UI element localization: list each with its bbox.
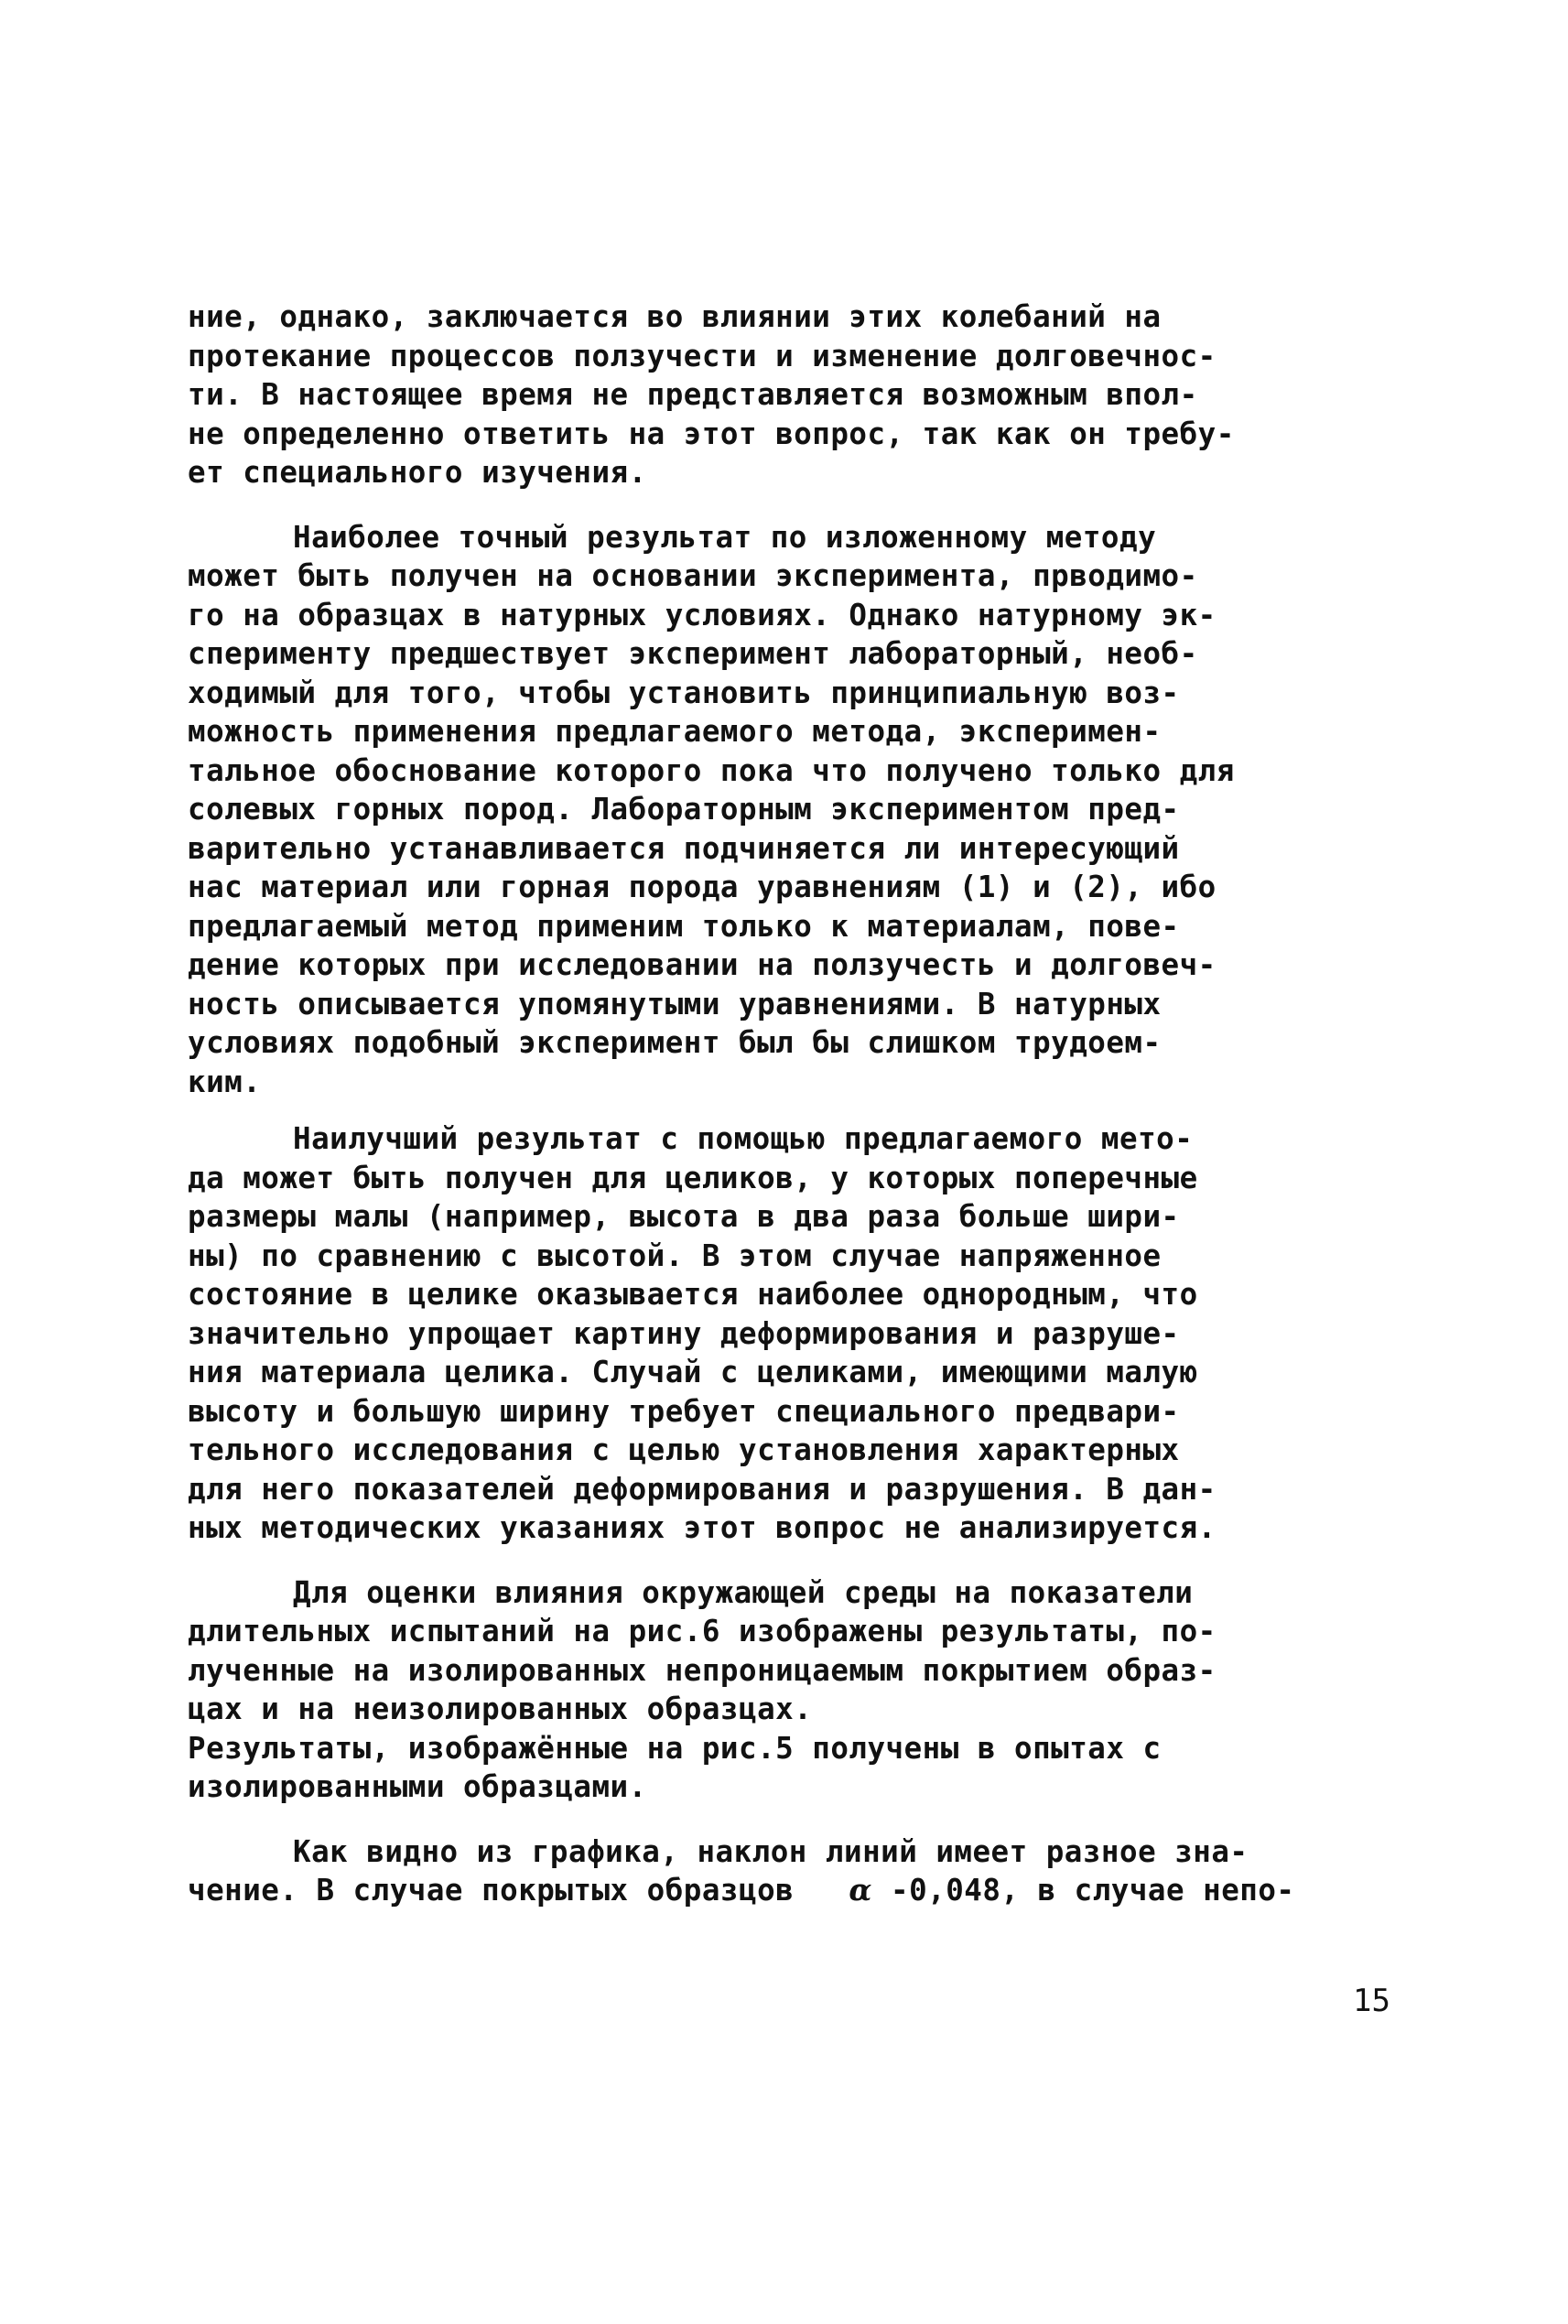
text-line: Как видно из графика, наклон линий имеет разное зна- xyxy=(293,1833,1249,1869)
paragraph-1 xyxy=(188,297,1410,492)
text-line: может быть получен на основании эксперимента, прводимо- xyxy=(188,558,1198,593)
text-line: состояние в целике оказывается наиболее однородным, что xyxy=(188,1277,1198,1312)
text-line: ким. xyxy=(188,1064,262,1099)
text-line: для него показателей деформирования и разрушения. В дан- xyxy=(188,1471,1217,1507)
text-line: ние, однако, заключается во влиянии этих колебаний на xyxy=(188,299,1162,334)
text-line: Для оценки влияния окружающей среды на показатели xyxy=(293,1574,1194,1610)
alpha-symbol: α xyxy=(849,1872,872,1908)
text-line: ходимый для того, чтобы установить принципиальную воз- xyxy=(188,675,1180,710)
text-line: предлагаемый метод применим только к материалам, пове- xyxy=(188,908,1180,944)
body-text xyxy=(188,297,1410,1910)
paragraph-3 xyxy=(188,1119,1410,1548)
text-line: Результаты, изображённые на рис.5 получены в опытах с xyxy=(188,1730,1162,1766)
text-line: варительно устанавливается подчиняется ли интересующий xyxy=(188,830,1180,866)
text-fragment: -0,048, в случае непо- xyxy=(891,1873,1295,1908)
text-line: да может быть получен для целиков, у которых поперечные xyxy=(188,1160,1198,1195)
page-number: 15 xyxy=(1353,1983,1390,2019)
text-line: ны) по сравнению с высотой. В этом случае напряженное xyxy=(188,1238,1162,1273)
text-fragment: чение. В случае покрытых образцов xyxy=(188,1873,795,1908)
paragraph-2 xyxy=(188,518,1410,1102)
text-line: цах и на неизолированных образцах. xyxy=(188,1692,813,1726)
text-line: го на образцах в натурных условиях. Однако натурному эк- xyxy=(188,597,1217,632)
text-line: значительно упрощает картину деформирования и разруше- xyxy=(188,1315,1180,1351)
text-line: дение которых при исследовании на ползучесть и долговеч- xyxy=(188,947,1217,982)
text-line-with-formula xyxy=(188,1871,1410,1910)
text-line: тальное обоснование которого пока что получено только для xyxy=(188,752,1235,788)
text-line: ных методических указаниях этот вопрос не анализируется. xyxy=(188,1510,1217,1545)
text-line: Наиболее точный результат по изложенному методу xyxy=(293,519,1157,555)
text-line: ет специального изучения. xyxy=(188,455,647,490)
text-line: протекание процессов ползучести и изменение долговечнос- xyxy=(188,338,1217,373)
text-line: можность применения предлагаемого метода, эксперимен- xyxy=(188,714,1162,749)
text-line: размеры малы (например, высота в два раза больше шири- xyxy=(188,1199,1180,1234)
text-line: тельного исследования с целью установления характерных xyxy=(188,1432,1180,1467)
text-line: условиях подобный эксперимент был бы слишком трудоем- xyxy=(188,1025,1162,1060)
text-line: нас материал или горная порода уравнениям (1) и (2), ибо xyxy=(188,870,1217,904)
text-line: изолированными образцами. xyxy=(188,1769,647,1804)
text-line: Наилучший результат с помощью предлагаемого мето- xyxy=(293,1121,1194,1156)
text-line: не определенно ответить на этот вопрос, так как он требу- xyxy=(188,416,1235,451)
text-line: длительных испытаний на рис.6 изображены результаты, по- xyxy=(188,1614,1217,1648)
paragraph-5 xyxy=(188,1832,1410,1910)
paragraph-4 xyxy=(188,1573,1410,1807)
text-line: высоту и большую ширину требует специального предвари- xyxy=(188,1393,1180,1429)
text-line: ния материала целика. Случай с целиками, имеющими малую xyxy=(188,1355,1198,1389)
text-line: сперименту предшествует эксперимент лабораторный, необ- xyxy=(188,636,1198,671)
text-line: ти. В настоящее время не представляется возможным впол- xyxy=(188,377,1198,412)
text-line: лученные на изолированных непроницаемым покрытием образ- xyxy=(188,1652,1217,1688)
text-line: солевых горных пород. Лабораторным экспериментом пред- xyxy=(188,792,1180,827)
text-line: ность описывается упомянутыми уравнениями. В натурных xyxy=(188,986,1162,1021)
